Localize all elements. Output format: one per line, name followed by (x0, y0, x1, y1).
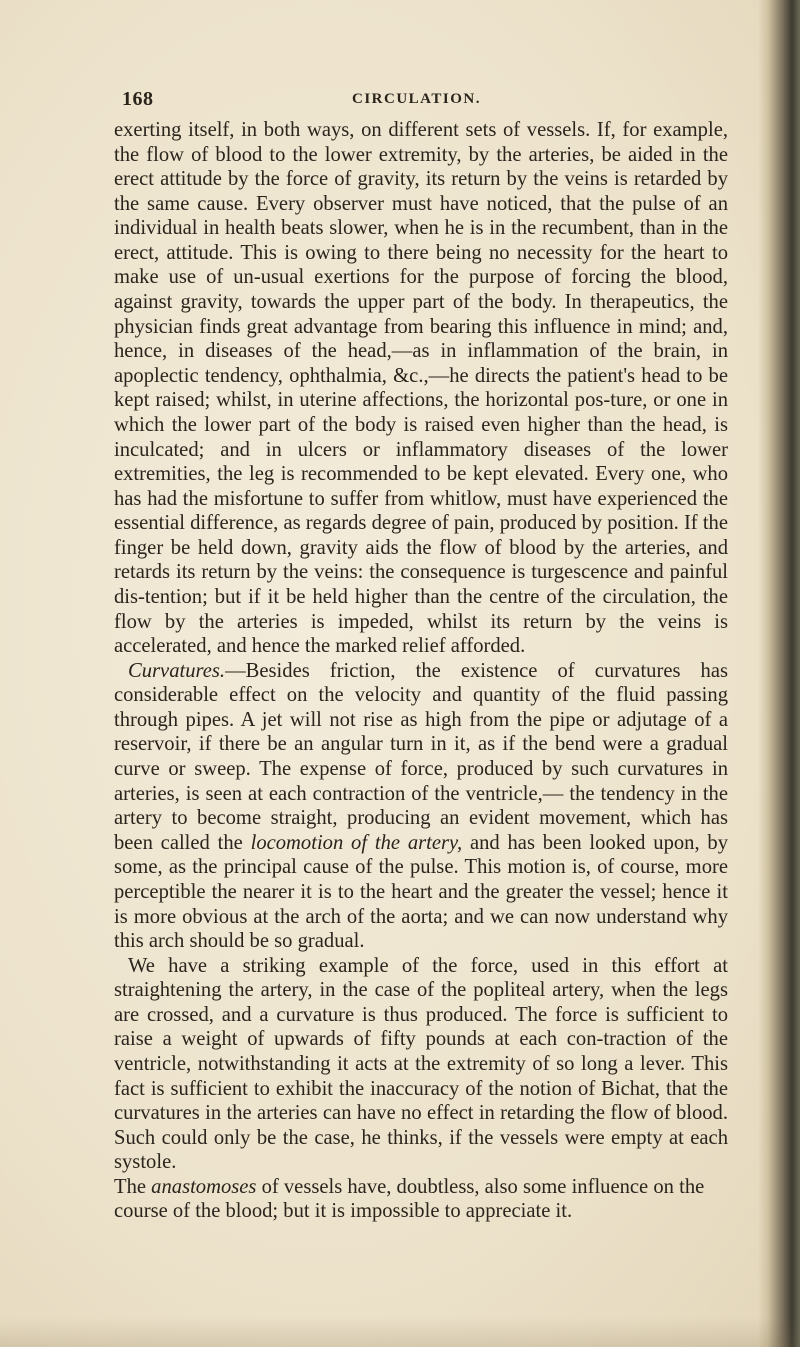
paragraph-anastomoses (114, 1175, 728, 1224)
paragraph-text: We have a striking example of the force, used in this effort at straightening the artery, in the case of the popliteal artery, when the legs are crossed, and a curvature is thus produced. The force is sufficient to raise a weight of upwards of fifty pounds at each con-traction of the ventricle, notwithstanding it acts at the extremity of so long a lever. This fact is sufficient to exhibit the inaccuracy of the notion of Bichat, that the curvatures in the arteries can have no effect in retarding the flow of blood. Such could only be the case, he thinks, if the vessels were empty at each systole. (114, 954, 728, 1174)
italic-term: locomotion of the artery, (250, 831, 463, 854)
page-number: 168 (122, 88, 154, 110)
body-text (114, 118, 728, 1224)
paragraph-text: —Besides friction, the existence of curvatures has considerable effect on the velocity and quantity of the fluid passing through pipes. A jet will not rise as high from the pipe or adjutage of a reservoir, if there be an angular turn in it, as if the bend were a gradual curve or sweep. The expense of force, produced by such curvatures in arteries, is seen at each contraction of the ventricle,— the tendency in the artery to become straight, producing an evident movement, which has been called the (114, 659, 728, 854)
paragraph-text-continued: and has been looked upon, by some, as the principal cause of the pulse. This motion is, of course, more perceptible the nearer it is to the heart and the greater the vessel; hence it is more obvious at the arch of the aorta; and we can now understand why this arch should be so gradual. (114, 831, 729, 953)
page-header (122, 88, 732, 112)
book-binding-edge (758, 0, 800, 1347)
paragraph-gravity (114, 118, 728, 659)
section-lead-curvatures: Curvatures. (128, 659, 226, 682)
paragraph-curvatures (114, 659, 728, 954)
paragraph-popliteal (114, 954, 728, 1175)
paragraph-text: exerting itself, in both ways, on different sets of vessels. If, for example, the flow of blood to the lower extremity, by the arteries, be aided in the erect attitude by the force of gravity, its return by the veins is retarded by the same cause. Every observer must have noticed, that the pulse of an individual in health beats slower, when he is in the recumbent, than in the erect, attitude. This is owing to there being no necessity for the heart to make use of un-usual exertions for the purpose of forcing the blood, against gravity, towards the upper part of the body. In therapeutics, the physician finds great advantage from bearing this influence in mind; and, hence, in diseases of the head,—as in inflammation of the brain, in apoplectic tendency, ophthalmia, &c.,—he directs the patient's head to be kept raised; whilst, in uterine affections, the horizontal pos-ture, or one in which the lower part of the body is raised even higher than the head, is inculcated; and in ulcers or inflammatory diseases of the lower extremities, the leg is recommended to be kept elevated. Every one, who has had the misfortune to suffer from whitlow, must have experienced the essential difference, as regards degree of pain, produced by position. If the finger be held down, gravity aids the flow of blood by the arteries, and retards its return by the veins: the consequence is turgescence and painful dis-tention; but if it be held higher than the centre of the circulation, the flow by the arteries is impeded, whilst its return by the veins is accelerated, and hence the marked relief afforded. (114, 119, 728, 658)
paragraph-lead: The (114, 1175, 152, 1198)
italic-term: anastomoses (151, 1175, 257, 1198)
running-head: CIRCULATION. (352, 91, 481, 107)
paragraph-text: of vessels have, doubtless, also some influence on the course of the blood; but it is impossible to appreciate it. (114, 1175, 705, 1223)
page-bottom-shadow (0, 1317, 800, 1347)
